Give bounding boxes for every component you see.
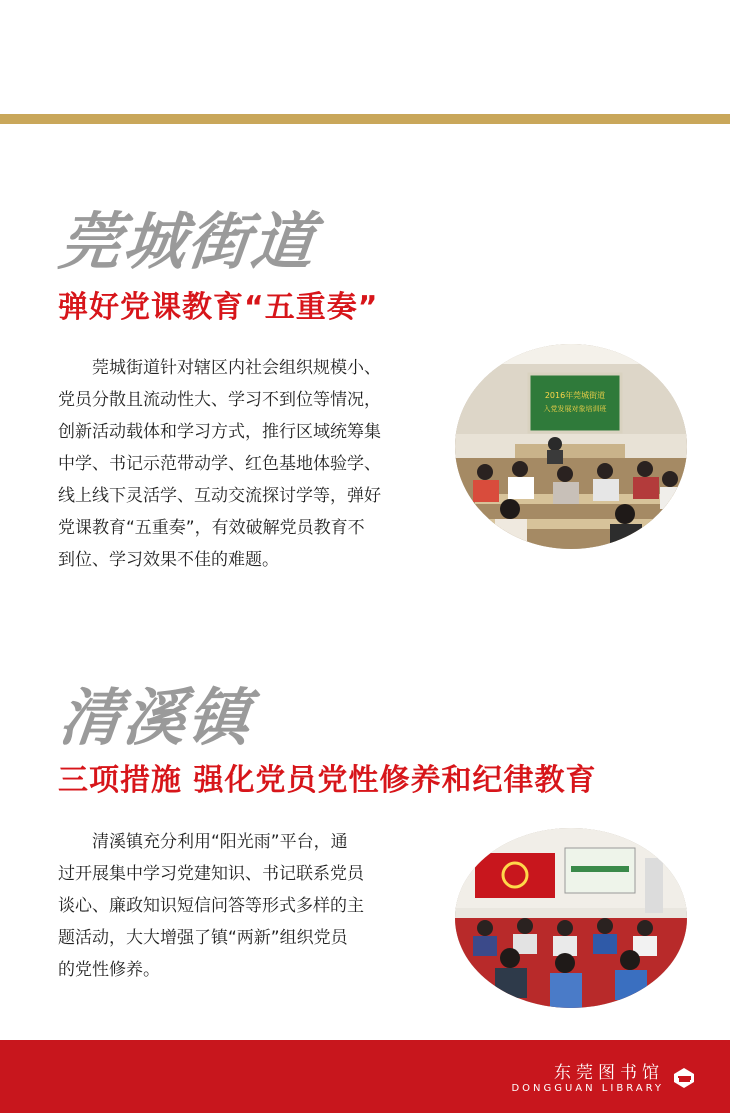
section1-line: 莞城街道针对辖区内社会组织规模小、 [58,358,381,378]
section2-calligraphy-title: 清溪镇 [55,681,256,754]
section2-headline: 三项措施 强化党员党性修养和纪律教育 [58,763,597,798]
section1-body-text [58,352,448,576]
section2-line: 清溪镇充分利用“阳光雨”平台，通 [58,832,348,852]
section2-line: 谈心、廉政知识短信问答等形式多样的主 [58,896,364,916]
section1-headline: 弹好党课教育“五重奏” [58,290,379,325]
section2-meeting-photo [455,828,687,1008]
section1-line: 党课教育“五重奏”，有效破解党员教育不 [58,518,365,538]
section1-line: 到位、学习效果不佳的难题。 [58,550,279,570]
section1-line: 创新活动载体和学习方式，推行区域统筹集 [58,422,381,442]
section2-line: 过开展集中学习党建知识、书记联系党员 [58,864,364,884]
section1-meeting-photo [455,344,687,549]
section1-calligraphy-title: 莞城街道 [55,205,320,278]
section1-line: 线上线下灵活学、互动交流探讨学等，弹好 [58,486,381,506]
library-name-cn: 东莞图书馆 [554,1063,664,1083]
gold-divider-bar [0,114,730,124]
library-logo-icon [672,1066,696,1090]
section2-body-text [58,826,438,986]
meeting-photo-illustration [455,828,687,1008]
section2-line: 的党性修养。 [58,960,160,980]
section1-line: 中学、书记示范带动学、红色基地体验学、 [58,454,381,474]
photo-banner-line2: 入党发展对象培训班 [543,405,607,413]
library-name-en: DONGGUAN LIBRARY [511,1083,664,1094]
section2-line: 题活动，大大增强了镇“两新”组织党员 [58,928,348,948]
meeting-photo-illustration [455,344,687,549]
section1-line: 党员分散且流动性大、学习不到位等情况， [58,390,381,410]
photo-banner-line1: 2016年莞城街道 [544,391,606,400]
